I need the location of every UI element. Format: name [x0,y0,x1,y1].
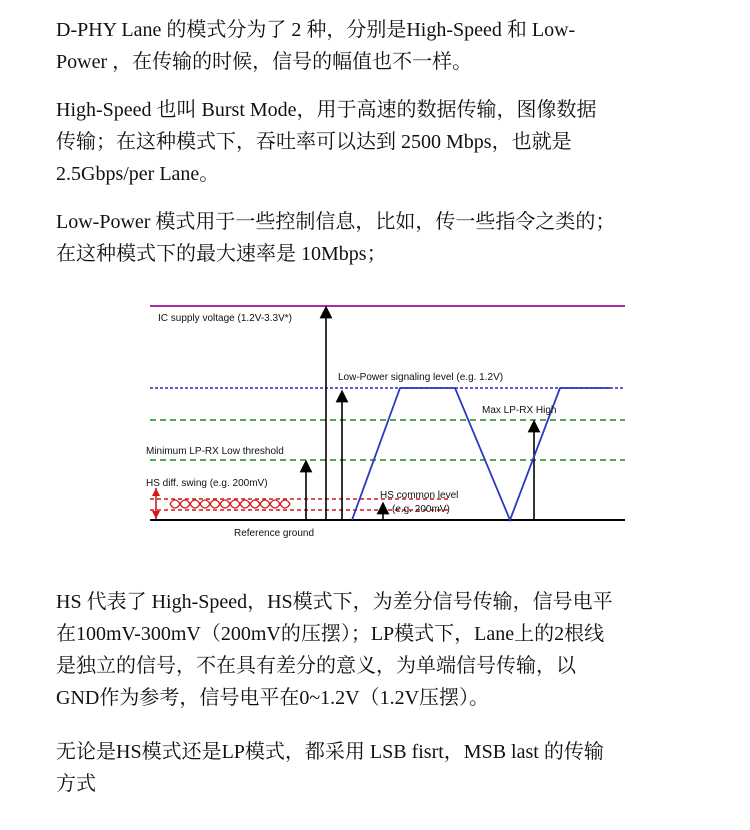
paragraph-dphy-modes: D-PHY Lane 的模式分为了 2 种，分别是High-Speed 和 Low- Power ，在传输的时候，信号的幅值也不一样。 [56,19,576,73]
label-min-lp-rx-low: Minimum LP-RX Low threshold [146,446,284,457]
dphy-signal-levels-diagram [130,292,640,550]
paragraph-high-speed: High-Speed 也叫 Burst Mode，用于高速的数据传输，图像数据 传输；在这种模式下，吞吐率可以达到 2500 Mbps，也就是 2.5Gbps/per Lane。 [56,99,597,185]
paragraph-bit-order: 无论是HS模式还是LP模式，都采用 LSB fisrt，MSB last 的传输 方式 [56,741,604,795]
label-ic-supply-voltage: IC supply voltage (1.2V-3.3V*) [158,313,292,324]
label-hs-common-value: (e.g. 200mV) [392,504,450,515]
paragraph-hs-lp-levels: HS 代表了 High-Speed，HS模式下，为差分信号传输，信号电平 在100mV-300mV（200mV的压摆）；LP模式下，Lane上的2根线 是独立的信号，不在具有差分的意义，为单端信号传输，以 GND作为参考，信号电平在0~1.2V（1.2V压摆）。 [56,591,613,709]
paragraph-low-power: Low-Power 模式用于一些控制信息，比如，传一些指令之类的； 在这种模式下的最大速率是 10Mbps； [56,211,616,265]
label-hs-diff-swing: HS diff. swing (e.g. 200mV) [146,478,268,489]
label-hs-common-level: HS common level [380,490,459,501]
label-reference-ground: Reference ground [234,528,315,539]
label-max-lp-rx-high: Max LP-RX High [482,405,557,416]
label-lp-signaling-level: Low-Power signaling level (e.g. 1.2V) [338,372,504,383]
